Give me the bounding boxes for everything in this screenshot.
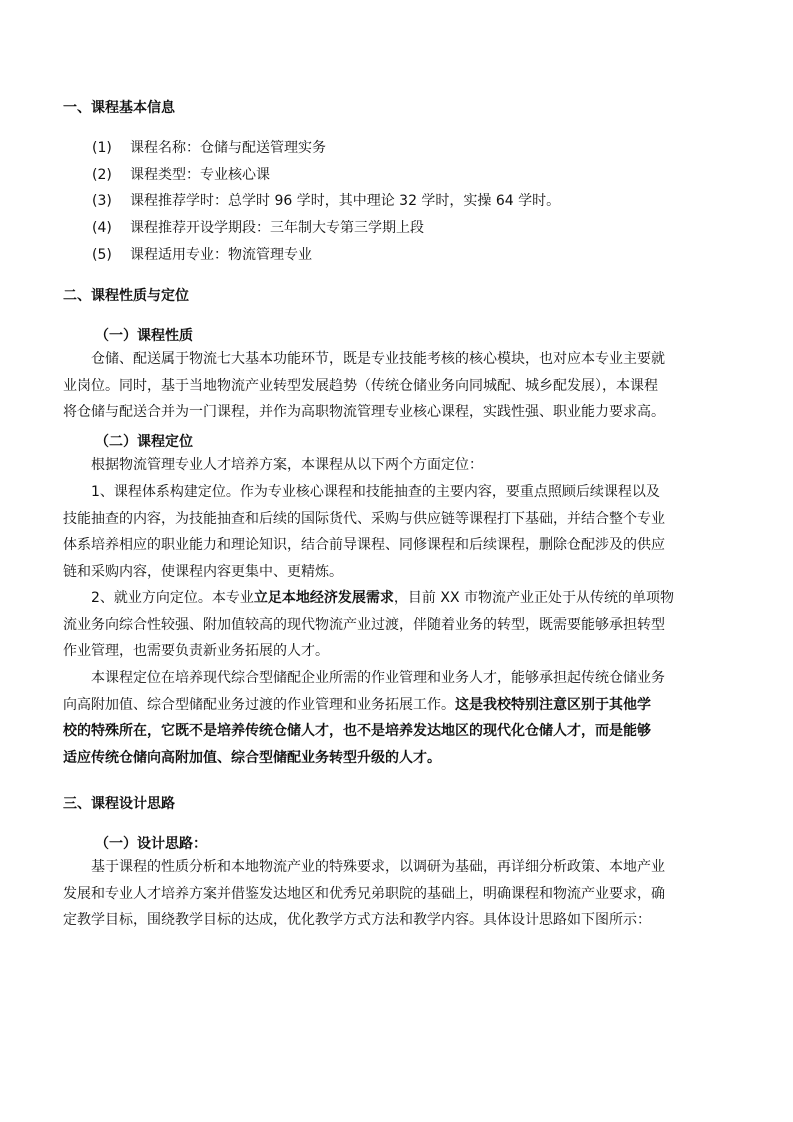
item-text: 课程推荐开设学期段：三年制大专第三学期上段 xyxy=(130,220,424,236)
section-2-heading: 二、课程性质与定位 xyxy=(63,288,189,304)
subsection-heading: （一）设计思路： xyxy=(95,836,207,852)
item-number: (4) xyxy=(92,220,112,236)
bold-emphasis: 立足本地经济发展需求 xyxy=(253,590,394,606)
text-line: 根据物流管理专业人才培养方案，本课程从以下两个方面定位： xyxy=(91,457,483,473)
item-number: (5) xyxy=(92,247,112,263)
text-line: 仓储、配送属于物流七大基本功能环节，既是专业技能考核的核心模块，也对应本专业主要就 xyxy=(91,351,665,367)
item-number: (3) xyxy=(92,193,112,209)
text-line: 作业管理，也需要负责新业务拓展的人才。 xyxy=(63,643,329,659)
paragraph-course-nature xyxy=(63,346,731,426)
paragraph-system-positioning xyxy=(63,479,731,585)
text-line xyxy=(63,585,731,612)
course-info-item xyxy=(92,164,270,184)
paragraph-employment-positioning xyxy=(63,585,731,665)
paragraph-positioning-summary xyxy=(63,665,731,771)
bold-text-line: 校的特殊所在，它既不是培养传统仓储人才，也不是培养发达地区的现代化仓储人才，而是能够 xyxy=(63,723,651,739)
text-line: 流业务向综合性较强、附加值较高的现代物流产业过渡，伴随着业务的转型，既需要能够承担转型 xyxy=(63,616,665,633)
text-line: 业岗位。同时，基于当地物流产业转型发展趋势（传统仓储业务向同城配、城乡配发展），本课程 xyxy=(63,377,658,394)
item-text: 课程名称：仓储与配送管理实务 xyxy=(130,140,326,156)
course-info-item xyxy=(92,190,560,210)
text-line: 体系培养相应的职业能力和理论知识，结合前导课程、同修课程和后续课程，删除仓配涉及的供应 xyxy=(63,537,665,553)
text-line: 1、课程体系构建定位。作为专业核心课程和技能抽查的主要内容，要重点照顾后续课程以及 xyxy=(91,484,660,500)
course-info-item xyxy=(92,217,424,237)
text-line: 发展和专业人才培养方案并借鉴发达地区和优秀兄弟职院的基础上，明确课程和物流产业要求，确 xyxy=(63,885,665,902)
text-run: 2、就业方向定位。本专业 xyxy=(91,590,254,606)
text-line: 技能抽查的内容，为技能抽查和后续的国际货代、采购与供应链等课程打下基础，并结合整个专业 xyxy=(63,510,665,527)
bold-text-line: 适应传统仓储向高附加值、综合型储配业务转型升级的人才。 xyxy=(63,749,441,766)
subsection-heading: （二）课程定位 xyxy=(95,434,193,450)
item-text: 课程适用专业：物流管理专业 xyxy=(130,247,312,263)
text-line: 链和采购内容，使课程内容更集中、更精炼。 xyxy=(63,563,343,580)
text-line: 将仓储与配送合并为一门课程，并作为高职物流管理专业核心课程，实践性强、职业能力要求高。 xyxy=(63,404,665,420)
item-number: (2) xyxy=(92,167,112,183)
text-line: 定教学目标，围绕教学目标的达成，优化教学方式方法和教学内容。具体设计思路如下图所示： xyxy=(63,912,651,928)
text-line: 基于课程的性质分析和本地物流产业的特殊要求，以调研为基础，再详细分析政策、本地产业 xyxy=(91,859,665,875)
paragraph-design-approach xyxy=(63,854,731,934)
paragraph-positioning-intro xyxy=(63,452,731,479)
course-info-item xyxy=(92,137,326,157)
text-run: ，目前 XX 市物流产业正处于从传统的单项物 xyxy=(393,590,675,606)
section-3-heading: 三、课程设计思路 xyxy=(63,796,175,812)
text-line: 本课程定位在培养现代综合型储配企业所需的作业管理和业务人才，能够承担起传统仓储业务 xyxy=(91,670,665,686)
bold-emphasis: 这是我校特别注意区别于其他学 xyxy=(455,696,651,713)
item-text: 课程推荐学时：总学时 96 学时，其中理论 32 学时，实操 64 学时。 xyxy=(130,193,561,209)
text-line xyxy=(63,692,731,719)
course-info-item xyxy=(92,244,312,264)
subsection-heading: （一）课程性质 xyxy=(95,328,193,344)
item-number: (1) xyxy=(92,140,112,156)
item-text: 课程类型：专业核心课 xyxy=(130,167,270,183)
section-1-heading: 一、课程基本信息 xyxy=(63,100,175,116)
text-run: 向高附加值、综合型储配业务过渡的作业管理和业务拓展工作。 xyxy=(63,696,455,713)
